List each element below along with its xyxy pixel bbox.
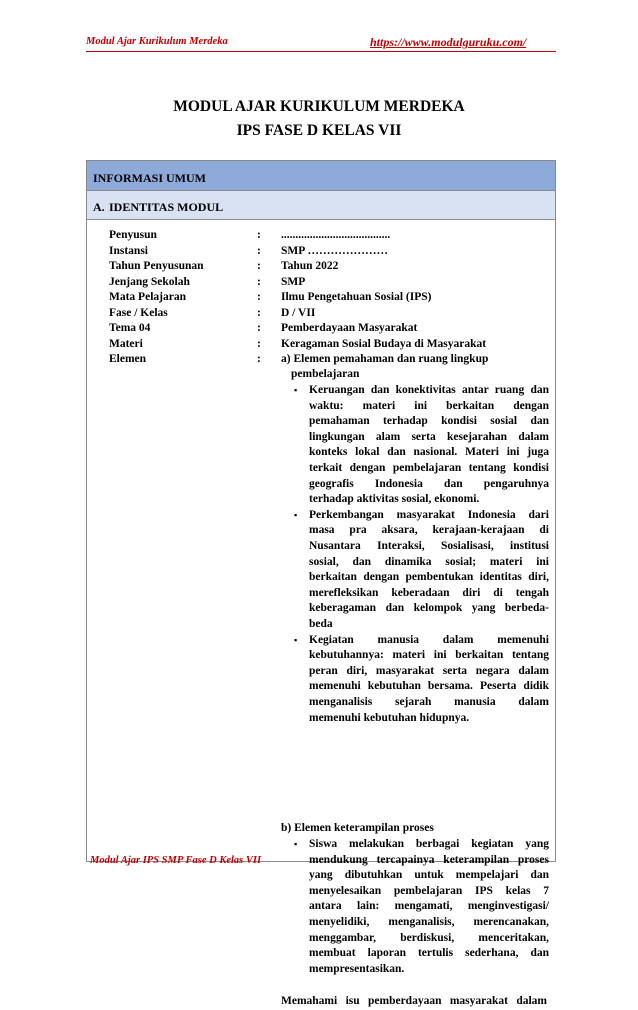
identity-value: SMP [281,275,306,288]
identity-label: Fase / Kelas [109,306,168,319]
section-title: INFORMASI UMUM [93,171,206,185]
bullet-text-line: membuat laporan tertulis sederhana, dan [309,947,549,960]
bullet-text-line: keberagaman dan kelompok yang berbeda- [309,602,549,615]
header-divider [86,51,556,52]
bullet-text-line: masa pra aksara, kerajaan-kerajaan di [309,524,549,537]
bullet-text-line: terkait dengan pembelajaran tentang kondisi [309,462,549,474]
identity-colon: : [257,260,261,272]
identity-colon: : [257,291,261,303]
identity-colon: : [257,322,261,334]
info-table [86,160,556,1007]
bullet-text-line: memenuhi kebutuhan hidupnya. [309,711,470,724]
identity-row-materi [87,337,555,352]
bullet-text-line: mempresentasikan. [309,962,405,975]
bullet-text-line: menggambar, berdiskusi, menceritakan, [309,931,549,944]
bullet-text-line: Siswa melakukan berbagai kegiatan yang [309,838,549,850]
bullet-text-line: Nusantara Interaksi, Sosialisasi, institusi [309,540,549,552]
identity-row-mapel [87,290,555,305]
header-left-text: Modul Ajar Kurikulum Merdeka [86,36,228,47]
identity-row-tahun [87,259,555,274]
bullet-text-line: merefleksikan keberadaan diri di tengah [309,586,549,599]
bullet-text-line: Keruangan dan konektivitas antar ruang dan [309,384,549,396]
identity-row-elemen [87,352,555,367]
identity-value: Tahun 2022 [281,260,339,272]
bullet-text-line: antara lain: mengamati, menginvestigasi/ [309,900,549,913]
identity-colon: : [257,306,261,319]
footer-text: Modul Ajar IPS SMP Fase D Kelas VII [90,855,262,866]
section-letter: A. [93,200,105,214]
section-title: IDENTITAS MODUL [109,200,224,214]
bullet-text-line: Perkembangan masyarakat Indonesia dari [309,508,549,521]
bullet-text-line: berkaitan dengan pembentukan identitas diri, [309,571,549,584]
identity-colon: : [257,275,261,288]
identity-row-tema [87,321,555,336]
identity-colon: : [257,244,261,257]
identity-value: Pemberdayaan Masyarakat [281,322,418,334]
document-subtitle: IPS FASE D KELAS VII [236,122,402,139]
bullet-text-line: kebutuhannya: materi ini berkaitan tentang [309,649,549,662]
identity-value: D / VII [281,306,316,319]
identity-label: Penyusun [109,229,157,241]
bullet-text-line: yang dibutuhkan untuk mempelajari dan [309,869,549,882]
identity-row-jenjang [87,275,555,290]
identity-label: Jenjang Sekolah [109,275,190,288]
identity-row-instansi [87,244,555,259]
document-title: MODUL AJAR KURIKULUM MERDEKA [173,98,465,115]
bullet-text-line: memenuhi kebutuhan bersama. Peserta didik [309,680,549,693]
bullet-icon: ▪ [294,839,298,849]
identity-label: Instansi [109,244,148,257]
identity-label: Materi [109,337,143,350]
identity-value: a) Elemen pemahaman dan ruang lingkup [281,353,489,365]
bullet-icon: ▪ [294,385,298,395]
bullet-text-line: beda [309,618,333,630]
elemen-a-heading-cont: pembelajaran [291,368,360,380]
bullet-text-line: sosial, dan dinamika sosial; materi ini [309,555,549,568]
identity-colon: : [257,337,261,350]
identity-value: Ilmu Pengetahuan Sosial (IPS) [281,291,432,303]
bullet-icon: ▪ [294,634,298,645]
identity-row-fase [87,306,555,321]
bullet-text-line: terhadap aktivitas sosial, ekonomi. [309,493,480,506]
bullet-icon: ▪ [294,509,298,520]
elemen-b-heading: b) Elemen keterampilan proses [281,822,434,834]
bullet-text-line: menyelidiki, menganalisis, merencanakan, [309,916,549,928]
identity-value: Keragaman Sosial Budaya di Masyarakat [281,337,487,350]
identity-colon: : [257,353,261,365]
bullet-text-line: lingkungan alam serta kesejarahan dalam [309,430,549,443]
section-header-identitas [87,191,555,220]
identity-label: Elemen [109,353,147,365]
identity-label: Mata Pelajaran [109,291,186,303]
elemen-closing-text: Memahami isu pemberdayaan masyarakat dalam [281,995,547,1007]
identity-row-penyusun [87,228,555,243]
section-header-info-umum [87,161,555,191]
bullet-text-line: menyelesaikan pembelajaran IPS kelas 7 [309,884,549,897]
identity-value: SMP ………………… [281,244,389,257]
bullet-text-line: menganalisis sejarah manusia dalam [309,696,549,708]
header-url-link[interactable]: https://www.modulguruku.com/ [370,35,527,49]
bullet-text-line: Kegiatan manusia dalam memenuhi [309,633,549,646]
bullet-text-line: geografis Indonesia dan pengaruhnya [309,477,549,490]
bullet-text-line: waktu: materi ini berkaitan dengan [309,399,549,412]
identity-label: Tema 04 [109,322,151,334]
bullet-text-line: mendukung tercapainya keterampilan proses [309,853,549,866]
bullet-text-line: peran diri, masyarakat serta negara dalam [309,664,549,677]
identity-label: Tahun Penyusunan [109,260,204,272]
bullet-text-line: pemahaman terhadap kondisi sosial dan [309,415,549,428]
bullet-text-line: konteks lokal dan nasional. Materi ini juga [309,446,549,459]
identity-colon: : [257,229,261,241]
identity-value: ...................................... [281,229,391,241]
